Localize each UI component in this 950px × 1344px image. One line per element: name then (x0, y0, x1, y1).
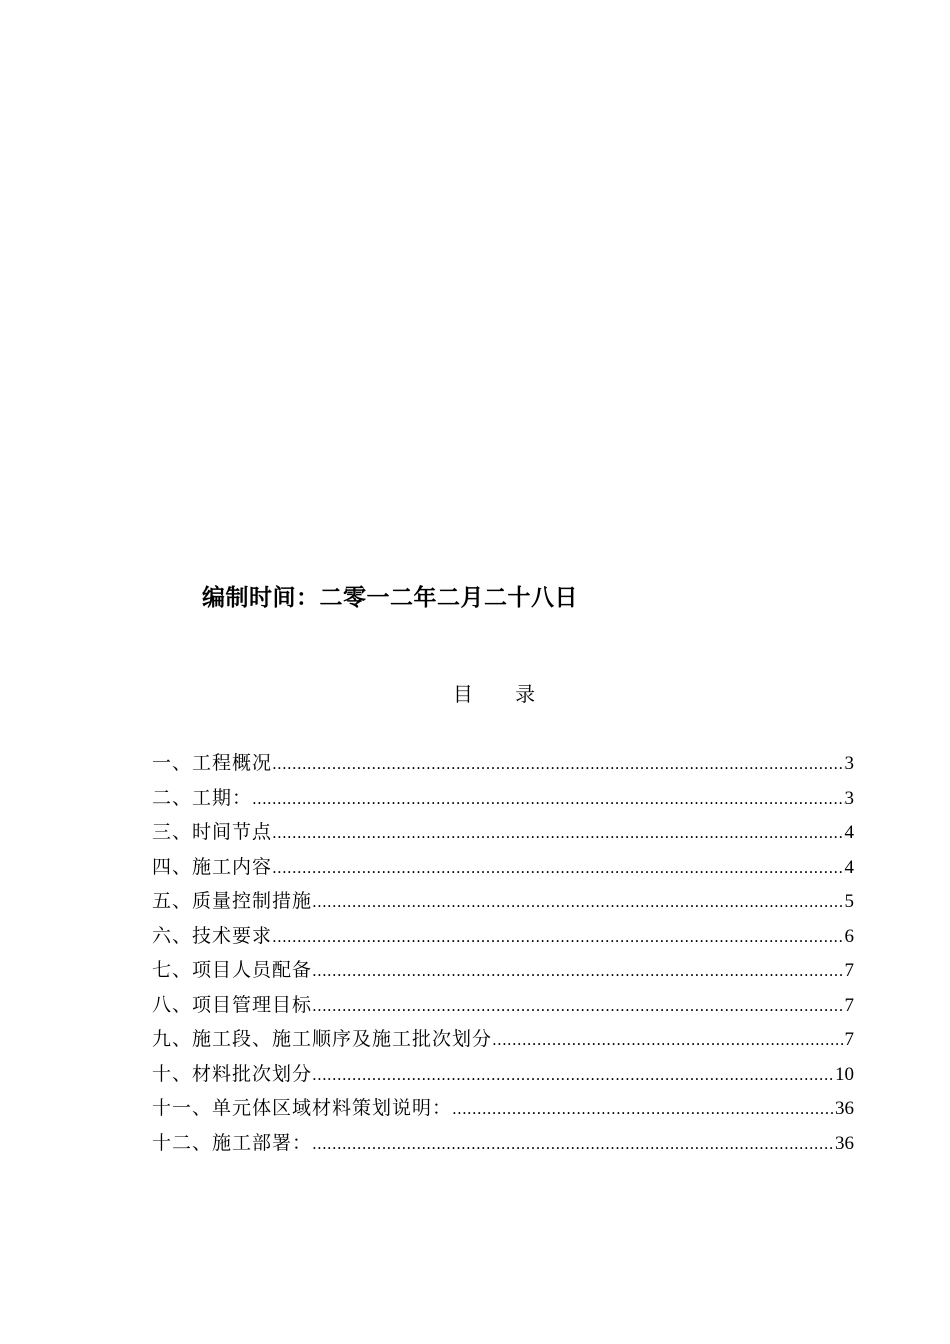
toc-entry-label: 五、质量控制措施 (152, 890, 313, 912)
toc-leader-dots (312, 1127, 835, 1162)
toc-entry[interactable] (152, 1091, 854, 1126)
toc-leader-dots (252, 782, 844, 817)
toc-leader-dots (312, 1058, 835, 1093)
toc-entry-page: 6 (844, 925, 854, 947)
toc-entry-label: 六、技术要求 (152, 924, 273, 947)
toc-leader-dots (312, 885, 844, 920)
toc-entry-page: 7 (844, 994, 854, 1016)
toc-entry-page: 3 (844, 753, 854, 774)
toc-entry[interactable] (152, 884, 854, 919)
toc-entry[interactable] (152, 746, 854, 781)
toc-title: 目 录 (452, 682, 554, 706)
table-of-contents (152, 746, 854, 1160)
toc-entry-label: 一、工程概况 (152, 752, 273, 774)
toc-entry-page: 3 (844, 787, 854, 809)
toc-leader-dots (272, 851, 844, 886)
toc-entry-page: 10 (835, 1063, 854, 1085)
toc-entry[interactable] (152, 1126, 854, 1161)
toc-entry[interactable] (152, 919, 854, 954)
toc-leader-dots (312, 954, 844, 989)
toc-entry-page: 5 (844, 891, 854, 912)
toc-entry-label: 七、项目人员配备 (152, 959, 313, 981)
toc-entry-page: 4 (844, 822, 854, 843)
toc-entry-label: 十、材料批次划分 (152, 1062, 313, 1085)
toc-entry[interactable] (152, 953, 854, 988)
toc-entry-page: 7 (844, 1029, 854, 1050)
toc-entry-page: 36 (835, 1098, 854, 1119)
toc-entry[interactable] (152, 988, 854, 1023)
toc-entry-label: 九、施工段、施工顺序及施工批次划分 (152, 1028, 493, 1050)
toc-leader-dots (312, 989, 844, 1024)
toc-entry[interactable] (152, 781, 854, 816)
toc-entry[interactable] (152, 850, 854, 885)
toc-leader-dots (272, 747, 844, 782)
toc-entry-label: 十一、单元体区域材料策划说明： (152, 1097, 453, 1119)
toc-entry-label: 八、项目管理目标 (152, 993, 313, 1016)
toc-leader-dots (272, 920, 844, 955)
toc-entry-label: 四、施工内容 (152, 855, 273, 878)
toc-entry-page: 36 (835, 1132, 854, 1154)
compile-date: 编制时间：二零一二年二月二十八日 (202, 585, 578, 611)
toc-entry-page: 7 (844, 960, 854, 981)
toc-entry-label: 三、时间节点 (152, 821, 273, 843)
toc-entry-page: 4 (844, 856, 854, 878)
toc-entry[interactable] (152, 1057, 854, 1092)
toc-entry[interactable] (152, 815, 854, 850)
toc-entry[interactable] (152, 1022, 854, 1057)
toc-leader-dots (452, 1092, 835, 1127)
toc-entry-label: 十二、施工部署： (152, 1131, 313, 1154)
toc-entry-label: 二、工期： (152, 786, 253, 809)
toc-leader-dots (492, 1023, 844, 1058)
toc-leader-dots (272, 816, 844, 851)
